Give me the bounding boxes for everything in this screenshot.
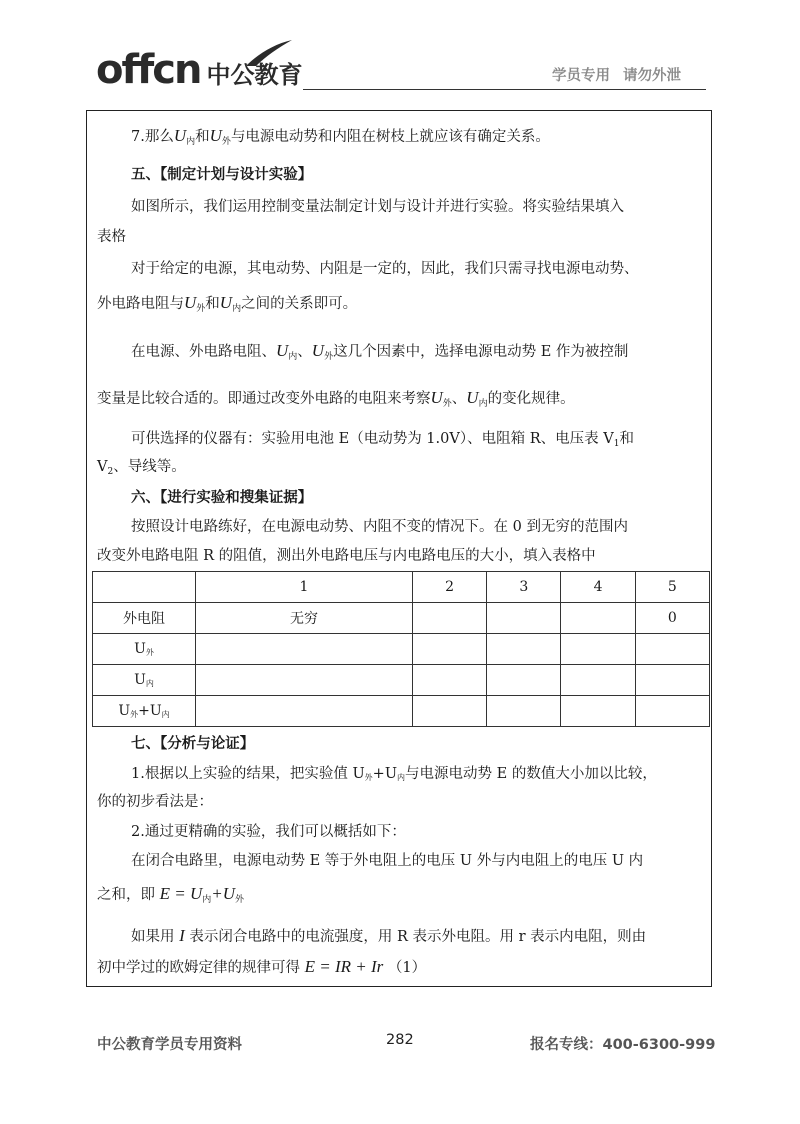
paragraph-line: 可供选择的仪器有：实验用电池 E（电动势为 1.0V）、电阻箱 R、电压表 $V_1$和 bbox=[131, 431, 634, 449]
table-cell bbox=[635, 665, 709, 696]
table-cell: 0 bbox=[635, 603, 709, 634]
table-cell bbox=[413, 634, 487, 665]
table-cell bbox=[635, 634, 709, 665]
table-cell bbox=[93, 572, 196, 603]
table-header-cell: 4 bbox=[561, 572, 635, 603]
table-cell bbox=[413, 603, 487, 634]
experiment-table bbox=[92, 571, 710, 727]
paragraph-line: 2.通过更精确的实验，我们可以概括如下： bbox=[131, 824, 406, 840]
table-cell bbox=[196, 634, 413, 665]
page-number: 282 bbox=[386, 1032, 414, 1048]
paragraph-line: 7.那么$U_内$和$U_外$与电源电动势和内阻在树枝上就应该有确定关系。 bbox=[131, 126, 550, 147]
paragraph-line: 初中学过的欧姆定律的规律可得 E = IR + Ir （1） bbox=[97, 957, 427, 976]
swoosh-icon bbox=[244, 38, 294, 68]
table-row bbox=[93, 603, 710, 634]
table-cell bbox=[196, 665, 413, 696]
table-cell bbox=[413, 696, 487, 727]
table-cell bbox=[487, 665, 561, 696]
table-cell bbox=[487, 696, 561, 727]
paragraph-line: 表格 bbox=[97, 229, 126, 245]
table-cell bbox=[561, 665, 635, 696]
table-cell bbox=[561, 603, 635, 634]
table-header-cell: 1 bbox=[196, 572, 413, 603]
table-cell bbox=[487, 634, 561, 665]
table-row bbox=[93, 696, 710, 727]
table-cell: 无穷 bbox=[196, 603, 413, 634]
paragraph-line: 如果用 I 表示闭合电路中的电流强度，用 R 表示外电阻。用 r 表示内电阻，则由 bbox=[131, 926, 647, 945]
table-row bbox=[93, 634, 710, 665]
table-header-cell: 3 bbox=[487, 572, 561, 603]
paragraph-line: 你的初步看法是： bbox=[97, 794, 213, 810]
section-heading-6: 六、【进行实验和搜集证据】 bbox=[131, 489, 313, 506]
header-rule-right bbox=[506, 89, 706, 90]
paragraph-line: 在电源、外电路电阻、$U_内$、$U_外$这几个因素中，选择电源电动势 E 作为被控制 bbox=[131, 341, 629, 362]
table-cell bbox=[196, 696, 413, 727]
table-cell bbox=[635, 696, 709, 727]
logo-chinese: 中公教育 bbox=[206, 61, 303, 89]
table-header-cell: 5 bbox=[635, 572, 709, 603]
paragraph-line: $V_2$、导线等。 bbox=[97, 459, 186, 477]
table-cell bbox=[487, 603, 561, 634]
brand-logo bbox=[96, 38, 303, 93]
table-cell bbox=[561, 634, 635, 665]
paragraph-line: 按照设计电路练好，在电源电动势、内阻不变的情况下。在 0 到无穷的范围内 bbox=[131, 519, 628, 535]
paragraph-line: 如图所示，我们运用控制变量法制定计划与设计并进行实验。将实验结果填入 bbox=[131, 199, 624, 215]
row-label: $U_外$ bbox=[93, 634, 196, 665]
paragraph-line: 外电路电阻与$U_外$和$U_内$之间的关系即可。 bbox=[97, 293, 358, 314]
paragraph-line: 改变外电路电阻 R 的阻值，测出外电路电压与内电路电压的大小，填入表格中 bbox=[97, 548, 596, 564]
section-heading-7: 七、【分析与论证】 bbox=[131, 735, 255, 752]
row-label: $U_内$ bbox=[93, 665, 196, 696]
paragraph-line: 1.根据以上实验的结果，把实验值 $U_外+U_内$与电源电动势 E 的数值大小加以比较， bbox=[131, 766, 657, 782]
header-tag: 学员专用 请勿外泄 bbox=[552, 68, 682, 84]
section-heading-5: 五、【制定计划与设计实验】 bbox=[131, 166, 313, 183]
paragraph-line: 在闭合电路里，电源电动势 E 等于外电阻上的电压 U 外与内电阻上的电压 U 内 bbox=[131, 853, 644, 869]
table-header-cell: 2 bbox=[413, 572, 487, 603]
footer-right: 报名专线：400-6300-999 bbox=[530, 1037, 716, 1053]
table-header-row bbox=[93, 572, 710, 603]
footer-left: 中公教育学员专用资料 bbox=[97, 1037, 242, 1053]
paragraph-line: 对于给定的电源，其电动势、内阻是一定的，因此，我们只需寻找电源电动势、 bbox=[131, 261, 639, 277]
paragraph-line: 之和，即 $E = U_内+U_外$ bbox=[97, 884, 245, 905]
paragraph-line: 变量是比较合适的。即通过改变外电路的电阻来考察$U_外$、$U_内$的变化规律。 bbox=[97, 388, 575, 409]
table-row bbox=[93, 665, 710, 696]
header-rule bbox=[303, 89, 506, 90]
logo-wordmark: offcn bbox=[96, 47, 201, 93]
row-label: $U_外+U_内$ bbox=[93, 696, 196, 727]
table-cell bbox=[413, 665, 487, 696]
table-cell bbox=[561, 696, 635, 727]
row-label: 外电阻 bbox=[93, 603, 196, 634]
